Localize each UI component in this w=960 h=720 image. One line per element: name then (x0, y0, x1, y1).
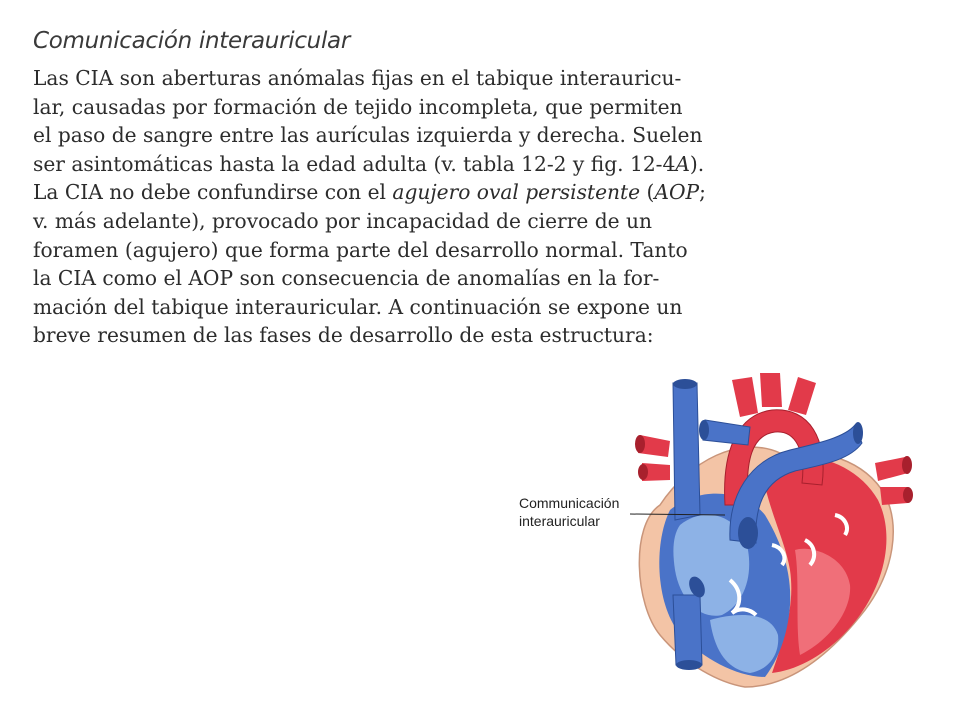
body-paragraph (33, 64, 733, 350)
ivc-opening (676, 660, 702, 670)
inferior-vena-cava (673, 595, 702, 665)
left-pulmonary-artery (703, 420, 750, 445)
lpa-opening (699, 420, 709, 440)
figure-ref-italic: A (675, 151, 690, 176)
text-run: La CIA no debe confundirse con el (33, 180, 393, 205)
aortic-branch (788, 377, 816, 415)
text-run: ). (689, 151, 705, 176)
text-line: Las CIA son aberturas anómalas fijas en el tabique interauricu- (33, 66, 682, 90)
pulmonary-vein-opening (635, 435, 645, 453)
superior-vena-cava (673, 383, 700, 520)
callout-label-line1: Communicación (519, 495, 620, 511)
text-line: la CIA como el AOP son consecuencia de anomalías en la for- (33, 266, 660, 291)
text-line: mación del tabique interauricular. A continuación se expone un (33, 294, 683, 319)
pulmonary-vein-opening (638, 464, 648, 480)
text-run: ; (699, 180, 706, 205)
abbrev-italic: AOP (654, 180, 700, 205)
pulmonary-vein-opening (903, 487, 913, 503)
aortic-branch (760, 373, 782, 407)
text-line (33, 178, 733, 207)
text-line: el paso de sangre entre las aurículas izquierda y derecha. Suelen (33, 123, 703, 148)
aortic-branch (732, 377, 758, 417)
text-line: v. más adelante), provocado por incapacidad de cierre de un (33, 208, 652, 233)
text-line (33, 150, 733, 179)
callout-label-line2: interauricular (519, 513, 600, 529)
atrial-septal-defect (738, 517, 758, 549)
svc-opening (673, 379, 697, 389)
text-run: ( (640, 180, 655, 205)
text-line: breve resumen de las fases de desarrollo de esta estructura: (33, 323, 654, 348)
text-line: foramen (agujero) que forma parte del desarrollo normal. Tanto (33, 237, 688, 262)
text-line: lar, causadas por formación de tejido incompleta, que permiten (33, 94, 683, 119)
text-run: ser asintomáticas hasta la edad adulta (v. tabla 12-2 y fig. 12-4 (33, 151, 676, 176)
heart-diagram (510, 365, 950, 695)
heart-illustration (510, 365, 950, 695)
pulmonary-vein-opening (902, 456, 912, 474)
callout-label (519, 494, 619, 530)
term-italic: agujero oval persistente (392, 180, 641, 205)
section-heading: Comunicación interauricular (33, 28, 350, 54)
pulmonary-artery-opening (853, 422, 863, 444)
